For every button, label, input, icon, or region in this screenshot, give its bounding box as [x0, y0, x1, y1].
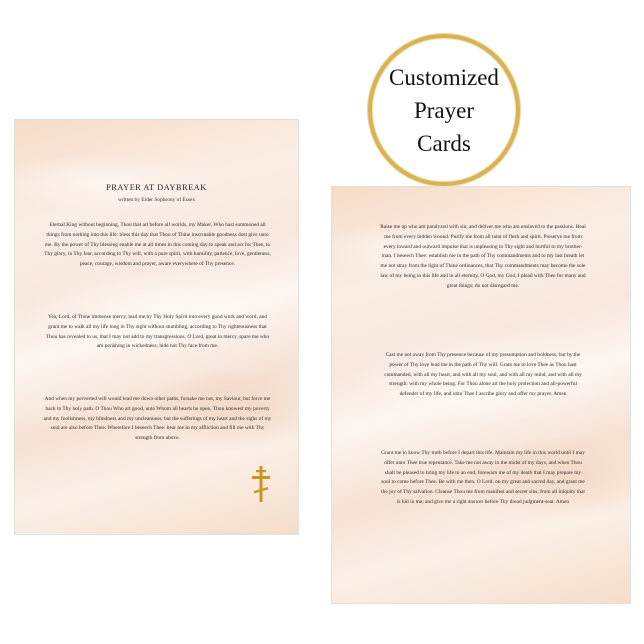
prayer-paragraph: Cast me not away from Thy presence because of my presumption and boldness, but by the power of Thy love lead me in the path of Thy will. Grant me to love Thee as Thou hast commanded, with all my heart, and with all my soul, and with all my mind, and with all my strength: with my whole being. For Thou alone art the holy protection and all-powerful defender of my life, and unto Thee I ascribe glory and offer my prayer. Amen [384, 352, 582, 398]
badge-line-1: Customized [389, 64, 499, 90]
prayer-card-front [14, 119, 299, 535]
customized-prayer-cards-badge [368, 34, 520, 186]
prayer-paragraph: Grant me to know Thy truth before I depart this life. Maintain my life in this world until I may offer unto Thee true repentance. Take me not away in the midst of my days, and when Thou shalt be pleased to bring my life to an end, forewarn me of my death that I may prepare my soul to come before Thee. Be with me then, O Lord, on my great and sacred day, and grant me the joy of Thy salvation. Cleanse Thou me from manifest and secret sins, from all iniquity that is hid in me; and give me a right answer before Thy dread judgment-seat. Amen [381, 450, 585, 505]
prayer-paragraph: Raise me up who am paralyzed with sin, and deliver me who am enslaved to the passions. Heal me from every hidden wound. Purify me from all taint of flesh and spirit. Preserve me from every inward and outward impulse that is unpleasing in Thy sight and hurtful to my brother-man. I beseech Thee: establish me in the path of Thy commandments and to my last breath let me not stray from the light of Thine ordinances, that Thy commandments may become the sole law of my being in this life and in all eternity. O God, my God, I plead with Thee for many and great things; do not disregard me. [380, 224, 586, 289]
prayer-paragraph: Yea, Lord, of Thine immense mercy, lead me by Thy Holy Spirit into every good work and word, and grant me to walk all my life long in Thy sight without stumbling, according to Thy righteousness that Thou has revealed to us, that I may not add to my transgressions. O Lord, great in mercy, spare me who am perishing in wickedness; hide not Thy face from me. [45, 314, 270, 350]
prayer-card-back [331, 186, 631, 604]
prayer-paragraph: And when my perverted will would lead me down other paths, forsake me not, my Saviour, but force me back to Thy holy path. O Thou Who art good, unto Whom all hearts be open, Thou knowest my poverty and my foolishness, my blindness and my uncleanness, but the sufferings of my heart and the sighs of my soul are also before Thee. Wherefore I beseech Thee: hear me in my affliction and fill me with Thy strength from above. [43, 396, 272, 442]
prayer-paragraph: Eternal King without beginning, Thou that art before all worlds, my Maker, Who hast summoned all things from nothing into this life: bless this day that Thou of Thine inscrutable goodness dost give unto me. By the power of Thy blessing enable me at all times in this coming day to speak and act for Thee, to Thy glory, in Thy fear, according to Thy will, with a pure spirit, with humility, patience, love, gentleness, peace, courage, wisdom and prayer, aware everywhere of Thy presence. [44, 222, 271, 268]
orthodox-cross-icon [249, 466, 273, 502]
prayer-title: PRAYER AT DAYBREAK [106, 183, 207, 192]
badge-line-2: Prayer [413, 97, 475, 123]
prayer-author: written by Elder Sophrony of Essex [117, 197, 196, 203]
badge-line-3: Cards [417, 130, 471, 156]
